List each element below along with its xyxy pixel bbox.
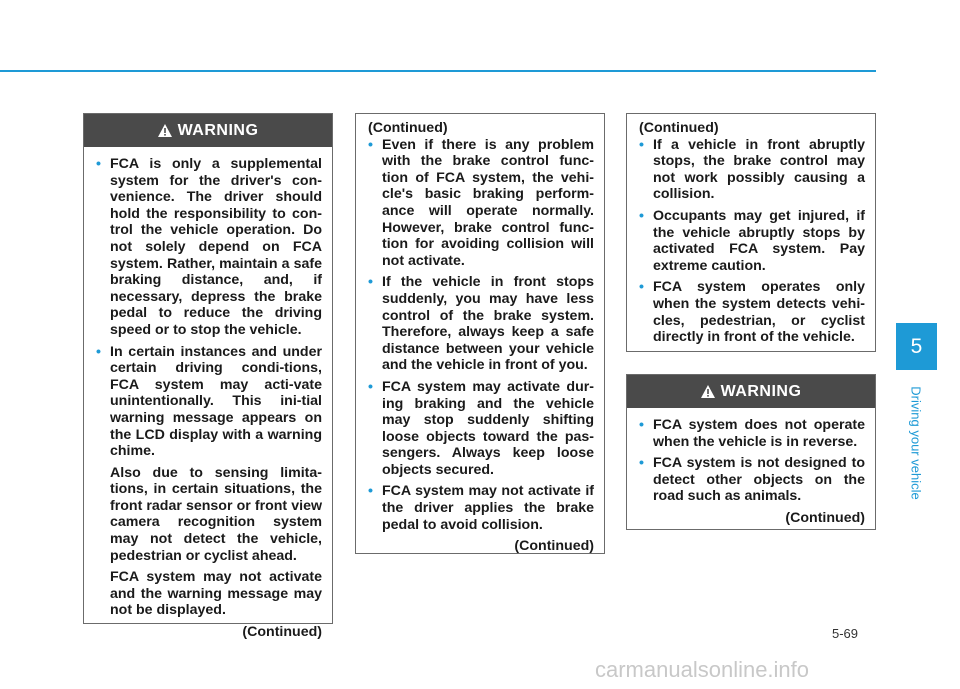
- continued-box-2: [355, 113, 605, 554]
- warning-box-1: [83, 113, 333, 641]
- list-item: • In certain instances and under certain driving condi-tions, FCA system may acti-vate unintentionally. This ini-tial warning message appears on the LCD display with a warning chime.: [96, 344, 322, 460]
- chapter-tab: 5: [896, 323, 937, 370]
- list-item: • FCA system may not activate if the driver applies the brake pedal to avoid collision.: [368, 483, 594, 533]
- continued-box-3: [626, 113, 876, 352]
- warning-header: [84, 114, 332, 147]
- continued-label: (Continued): [242, 624, 322, 641]
- chapter-title: Driving your vehicle: [908, 386, 924, 500]
- continued-label: (Continued): [368, 120, 448, 136]
- paragraph: Also due to sensing limita-tions, in certain situations, the front radar sensor or front view camera recognition system may not detect the vehicle, pedestrian or cyclist ahead.: [110, 464, 322, 564]
- continued-label: (Continued): [514, 538, 594, 555]
- page-number: 5-69: [832, 626, 859, 641]
- continued-label: (Continued): [785, 509, 865, 526]
- paragraph: FCA system may not activate and the warning message may not be displayed.: [110, 569, 322, 619]
- warning-header: [627, 375, 875, 408]
- list-item: • FCA is only a supplemental system for the driver's con-venience. The driver should hold the responsibility to con-trol the vehicle operation. Do not solely depend on FCA system. Rather, maintain a safe braking distance, and, if necessary, depress the brake pedal to reduce the driving speed or to stop the vehicle.: [96, 156, 322, 339]
- list-item: • Occupants may get injured, if the vehicle abruptly stops by activated FCA system. Pay extreme caution.: [639, 208, 865, 274]
- warning-label: WARNING: [177, 121, 259, 139]
- warning-label: WARNING: [720, 382, 802, 400]
- warning-triangle-icon: [158, 124, 172, 137]
- list-item: • If the vehicle in front stops suddenly, you may have less control of the brake system. Therefore, always keep a safe distance between your vehicle and the vehicle in front of you.: [368, 274, 594, 374]
- warning-triangle-icon: [701, 385, 715, 398]
- list-item: • FCA system is not designed to detect other objects on the road such as animals.: [639, 455, 865, 505]
- warning-box-4: [626, 374, 876, 530]
- list-item: • Even if there is any problem with the brake control func-tion of FCA system, the vehi-cle's basic braking perform-ance will operate normally. However, brake control func-tion for avoiding collision will not activate.: [368, 137, 594, 270]
- continued-label: (Continued): [639, 120, 719, 136]
- list-item: • FCA system does not operate when the vehicle is in reverse.: [639, 417, 865, 450]
- list-item: • FCA system may activate dur-ing braking and the vehicle may stop suddenly shifting loose objects toward the pas-sengers. Always keep loose objects secured.: [368, 379, 594, 479]
- list-item: • FCA system operates only when the system detects vehi-cles, pedestrian, or cyclist directly in front of the vehicle.: [639, 279, 865, 345]
- watermark: carmanualsonline.info: [595, 657, 810, 682]
- list-item: • If a vehicle in front abruptly stops, the brake control may not work possibly causing a collision.: [639, 137, 865, 203]
- top-rule: [0, 70, 876, 72]
